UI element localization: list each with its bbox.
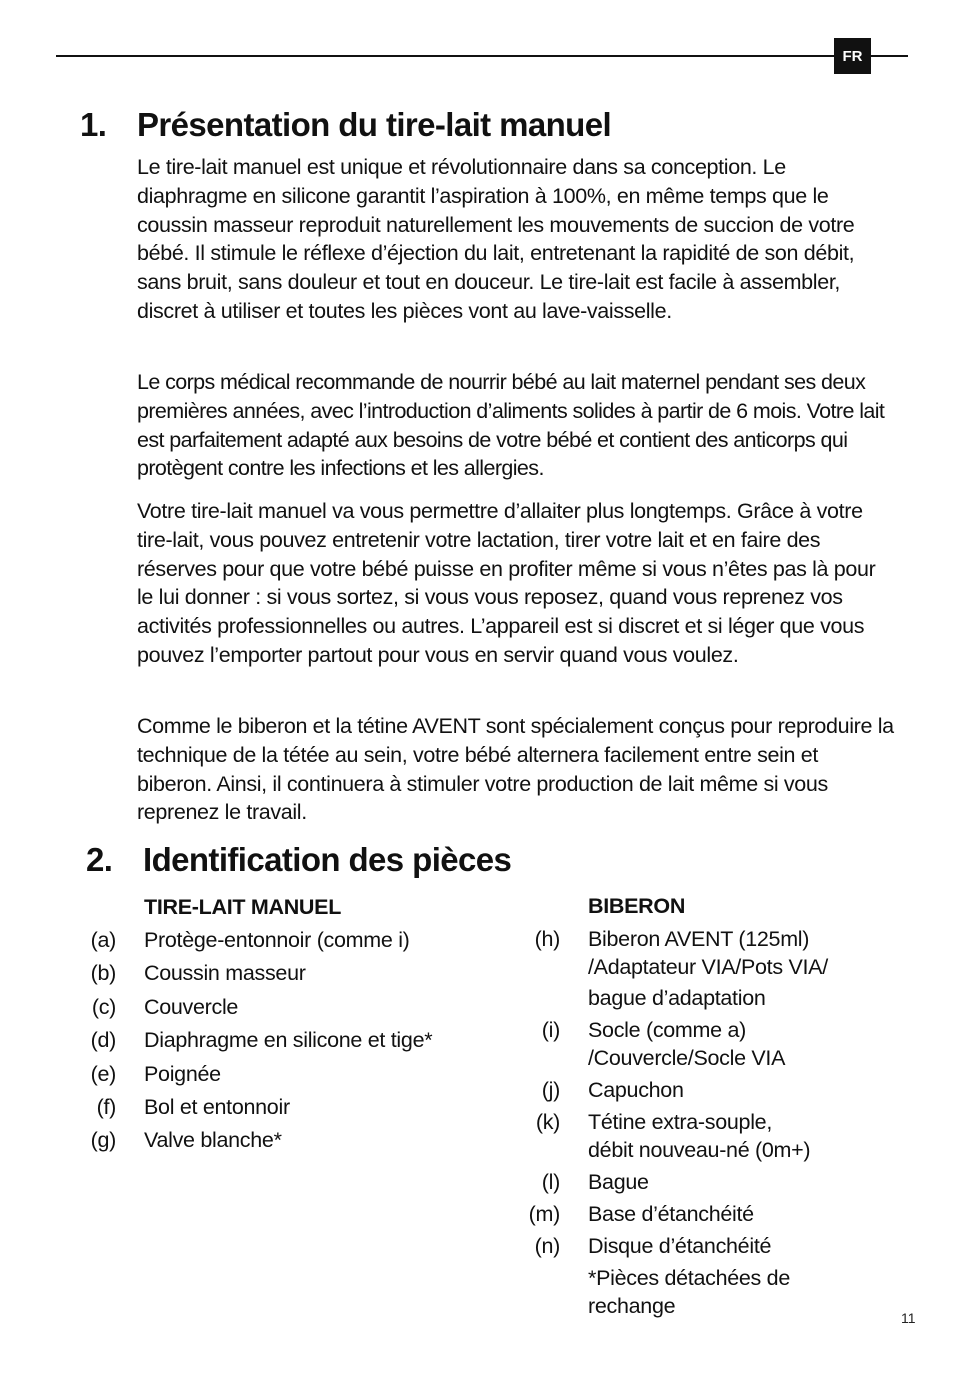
list-item	[520, 925, 920, 1012]
item-letter: (f)	[96, 1094, 116, 1119]
item-text: Disque d’étanchéité	[588, 1234, 772, 1258]
list-item	[80, 1060, 520, 1093]
list-item	[520, 1232, 920, 1260]
bottle-parts-list	[520, 892, 920, 1320]
section-2-number: 2.	[86, 841, 113, 878]
bottle-paragraph: Comme le biberon et la tétine AVENT sont spécialement conçus pour reproduire la technique de la tétée au sein, votre bébé alternera facilement entre sein et biberon. Ainsi, il continuera à stimuler votre production de lait même si vous reprenez le travail.	[137, 714, 894, 825]
item-text-line: Socle (comme a)	[588, 1018, 746, 1042]
item-letter: (c)	[91, 994, 116, 1019]
section-1-title	[80, 105, 611, 145]
section-2-heading-text: Identification des pièces	[143, 841, 512, 878]
medical-paragraph: Le corps médical recommande de nourrir bébé au lait maternel pendant ses deux premières années, avec l’introduction d’aliments solides à partir de 6 mois. Votre lait est parfaitement adapté aux besoins de votre bébé et contient des anticorps qui protègent contre les infections et les allergies.	[137, 370, 885, 481]
item-letter: (b)	[90, 961, 116, 986]
item-letter: (h)	[534, 927, 560, 951]
item-text: Bol et entonnoir	[144, 1094, 290, 1119]
item-text-line: débit nouveau-né (0m+)	[588, 1138, 811, 1162]
item-text	[588, 925, 828, 1012]
item-text: Couvercle	[144, 994, 239, 1019]
item-text: Protège-entonnoir (comme i)	[144, 928, 410, 952]
item-text	[588, 1016, 785, 1072]
list-item	[80, 926, 520, 959]
item-letter: (k)	[535, 1110, 560, 1134]
list-item	[520, 1108, 920, 1164]
item-text: Bague	[588, 1170, 649, 1194]
section-1-number: 1.	[80, 106, 107, 143]
page-number: 11	[901, 1310, 916, 1326]
bottle-heading: BIBERON	[588, 894, 686, 918]
intro-paragraph: Le tire-lait manuel est unique et révolutionnaire dans sa conception. Le diaphragme en silicone garantit l’aspiration à 100%, en même temps que le coussin masseur reproduit naturellement les mouvements de succion de votre bébé. Il stimule le réflexe d’éjection du lait, entretenant la rapidité de son débit, sans bruit, sans douleur et tout en douceur. Le tire-lait est facile à assembler, discret à utiliser et toutes les pièces vont au lave-vaisselle.	[137, 155, 855, 323]
item-letter: (d)	[90, 1028, 116, 1053]
footnote-line: *Pièces détachées de	[588, 1266, 790, 1290]
item-text: Poignée	[144, 1061, 221, 1086]
item-text: Valve blanche*	[144, 1128, 282, 1153]
spare-parts-footnote	[588, 1264, 920, 1320]
item-letter: (m)	[528, 1202, 560, 1226]
section-2-title	[86, 840, 511, 880]
list-item	[520, 1076, 920, 1104]
item-text-line: Biberon AVENT (125ml)	[588, 927, 810, 951]
list-item	[80, 993, 520, 1026]
item-text-line: Tétine extra-souple,	[588, 1110, 773, 1134]
section-1-heading-text: Présentation du tire-lait manuel	[137, 106, 612, 143]
breast-pump-heading: TIRE-LAIT MANUEL	[144, 895, 342, 919]
header-rule	[56, 55, 908, 57]
list-item	[80, 1093, 520, 1126]
item-letter: (a)	[90, 928, 116, 952]
list-item	[80, 1126, 520, 1159]
item-text	[588, 1108, 810, 1164]
list-item	[520, 1200, 920, 1228]
item-text-line: /Adaptateur VIA/Pots VIA/	[588, 955, 828, 979]
breast-pump-parts-list	[80, 893, 520, 1160]
list-item	[80, 959, 520, 992]
item-letter: (i)	[541, 1018, 560, 1042]
item-text-line: bague d’adaptation	[588, 986, 766, 1010]
list-item	[520, 1168, 920, 1196]
language-badge: FR	[834, 38, 871, 74]
item-letter: (j)	[541, 1078, 560, 1102]
item-letter: (n)	[534, 1234, 560, 1258]
item-letter: (e)	[90, 1061, 116, 1086]
item-letter: (g)	[90, 1128, 116, 1153]
item-text-line: /Couvercle/Socle VIA	[588, 1046, 786, 1070]
item-text: Coussin masseur	[144, 961, 306, 986]
item-text: Diaphragme en silicone et tige*	[144, 1028, 433, 1053]
item-letter: (l)	[541, 1170, 560, 1194]
list-item	[520, 1016, 920, 1072]
item-text: Base d’étanchéité	[588, 1202, 754, 1226]
item-text: Capuchon	[588, 1078, 684, 1102]
usage-paragraph: Votre tire-lait manuel va vous permettre d’allaiter plus longtemps. Grâce à votre tire-lait, vous pouvez entretenir votre lactation, tirer votre lait et en faire des réserves pour que votre bébé puisse en profiter même si vous n’êtes pas là pour le lui donner : si vous sortez, si vous vous reposez, quand vous reprenez vos activités professionnelles ou autres. L’appareil est si discret et si léger que vous pouvez l’emporter partout pour vous en servir quand vous voulez.	[137, 499, 876, 667]
footnote-line: rechange	[588, 1294, 676, 1318]
list-item	[80, 1026, 520, 1059]
